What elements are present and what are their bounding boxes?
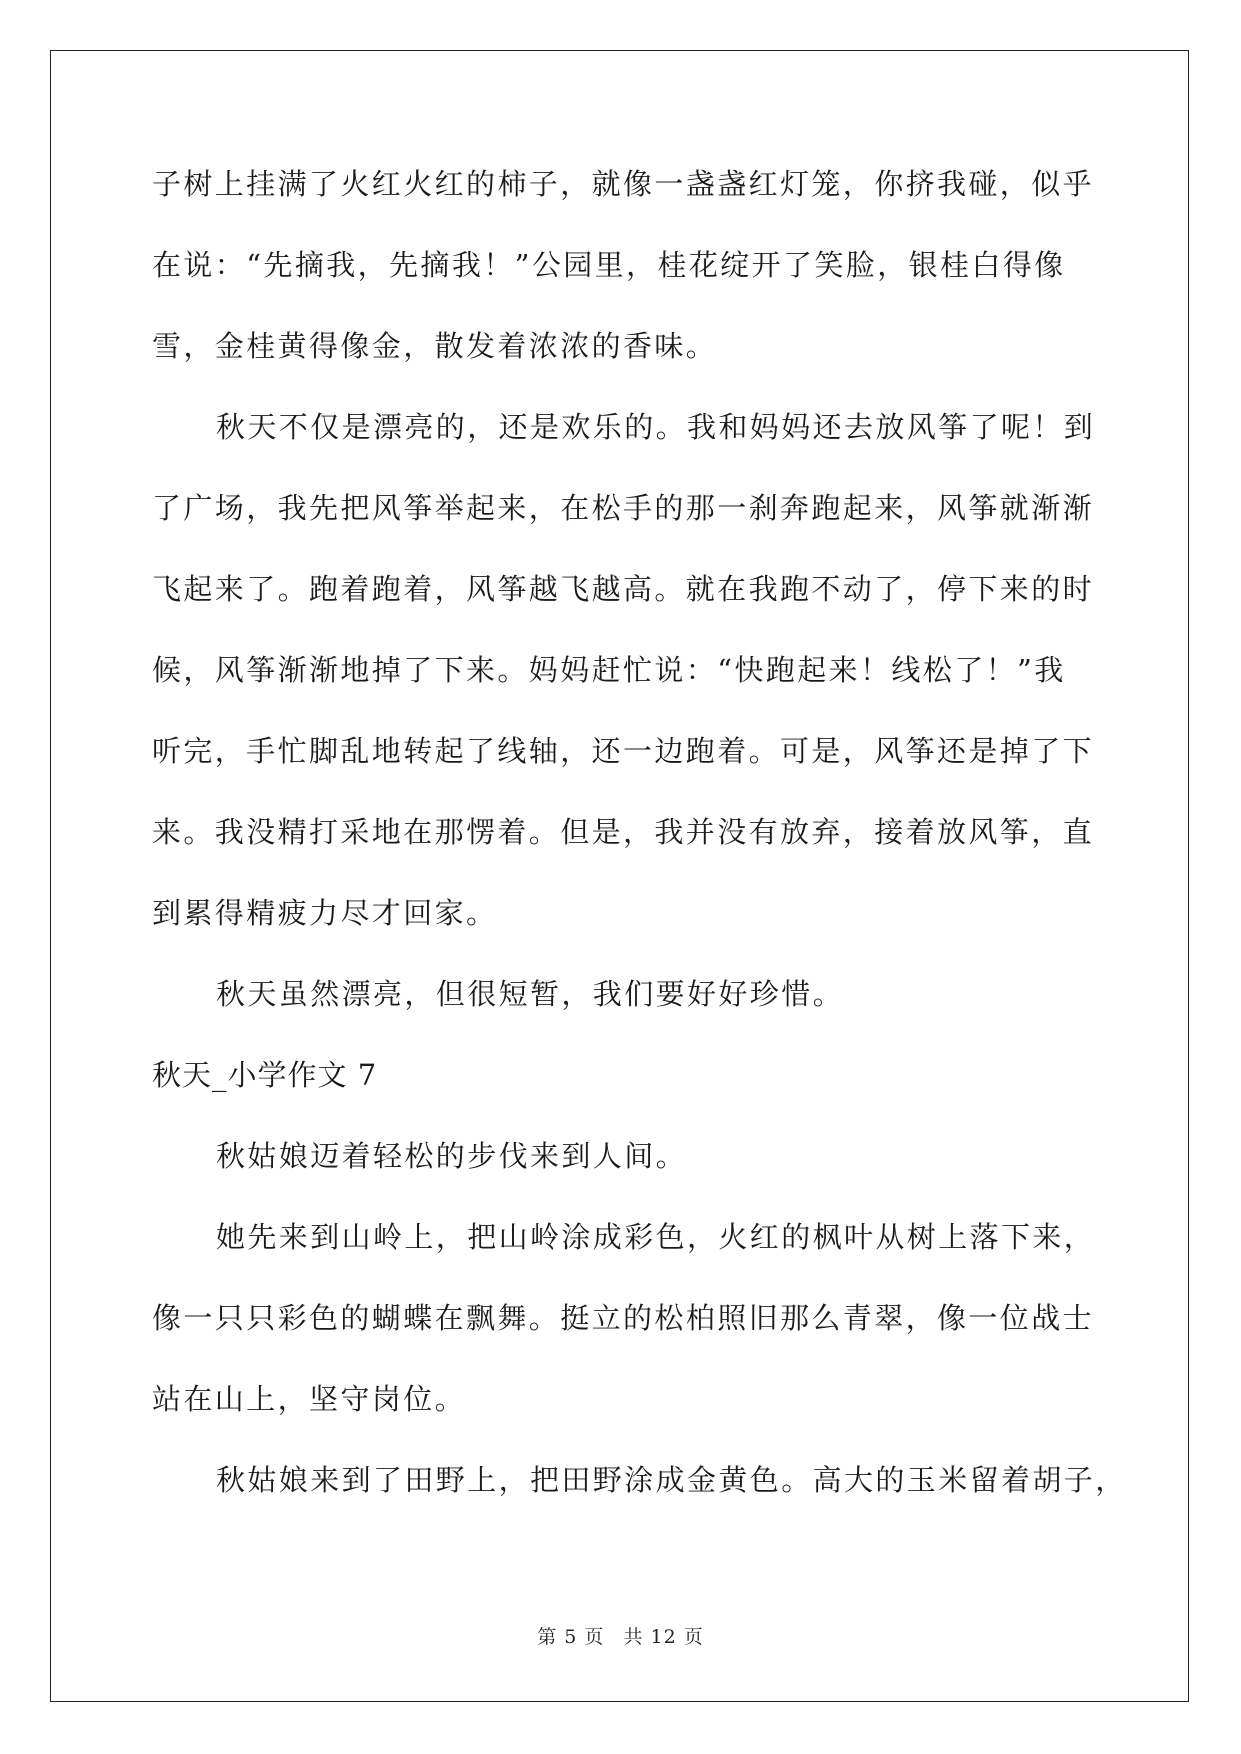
- text-line: 她先来到山岭上，把山岭涂成彩色，火红的枫叶从树上落下来，: [216, 1220, 1096, 1254]
- text-line: 在说：“先摘我，先摘我！”公园里，桂花绽开了笑脸，银桂白得像: [152, 248, 1066, 282]
- text-line: 雪，金桂黄得像金，散发着浓浓的香味。: [152, 329, 718, 363]
- text-line: 秋姑娘来到了田野上，把田野涂成金黄色。高大的玉米留着胡子，: [216, 1463, 1127, 1497]
- page-total: 共 12 页: [623, 1626, 704, 1648]
- text-line: 秋天虽然漂亮，但很短暂，我们要好好珍惜。: [216, 977, 845, 1011]
- text-line: 了广场，我先把风筝举起来，在松手的那一刹奔跑起来，风筝就渐渐: [152, 491, 1095, 525]
- text-line: 听完，手忙脚乱地转起了线轴，还一边跑着。可是，风筝还是掉了下: [152, 734, 1095, 768]
- text-line: 候，风筝渐渐地掉了下来。妈妈赶忙说：“快跑起来！线松了！”我: [152, 653, 1066, 687]
- section-heading: 秋天_小学作文 7: [152, 1058, 378, 1092]
- text-line: 来。我没精打采地在那愣着。但是，我并没有放弃，接着放风筝，直: [152, 815, 1095, 849]
- text-line: 到累得精疲力尽才回家。: [152, 896, 498, 930]
- text-line: 飞起来了。跑着跑着，风筝越飞越高。就在我跑不动了，停下来的时: [152, 572, 1095, 606]
- text-line: 子树上挂满了火红火红的柿子，就像一盏盏红灯笼，你挤我碰，似乎: [152, 167, 1095, 201]
- document-body: [152, 156, 1127, 1533]
- page-number: 第 5 页: [537, 1626, 605, 1648]
- text-line: 像一只只彩色的蝴蝶在飘舞。挺立的松柏照旧那么青翠，像一位战士: [152, 1301, 1095, 1335]
- text-line: 秋天不仅是漂亮的，还是欢乐的。我和妈妈还去放风筝了呢！到: [216, 410, 1096, 444]
- text-line: 站在山上，坚守岗位。: [152, 1382, 467, 1416]
- page-footer: [0, 1622, 1241, 1649]
- text-line: 秋姑娘迈着轻松的步伐来到人间。: [216, 1139, 688, 1173]
